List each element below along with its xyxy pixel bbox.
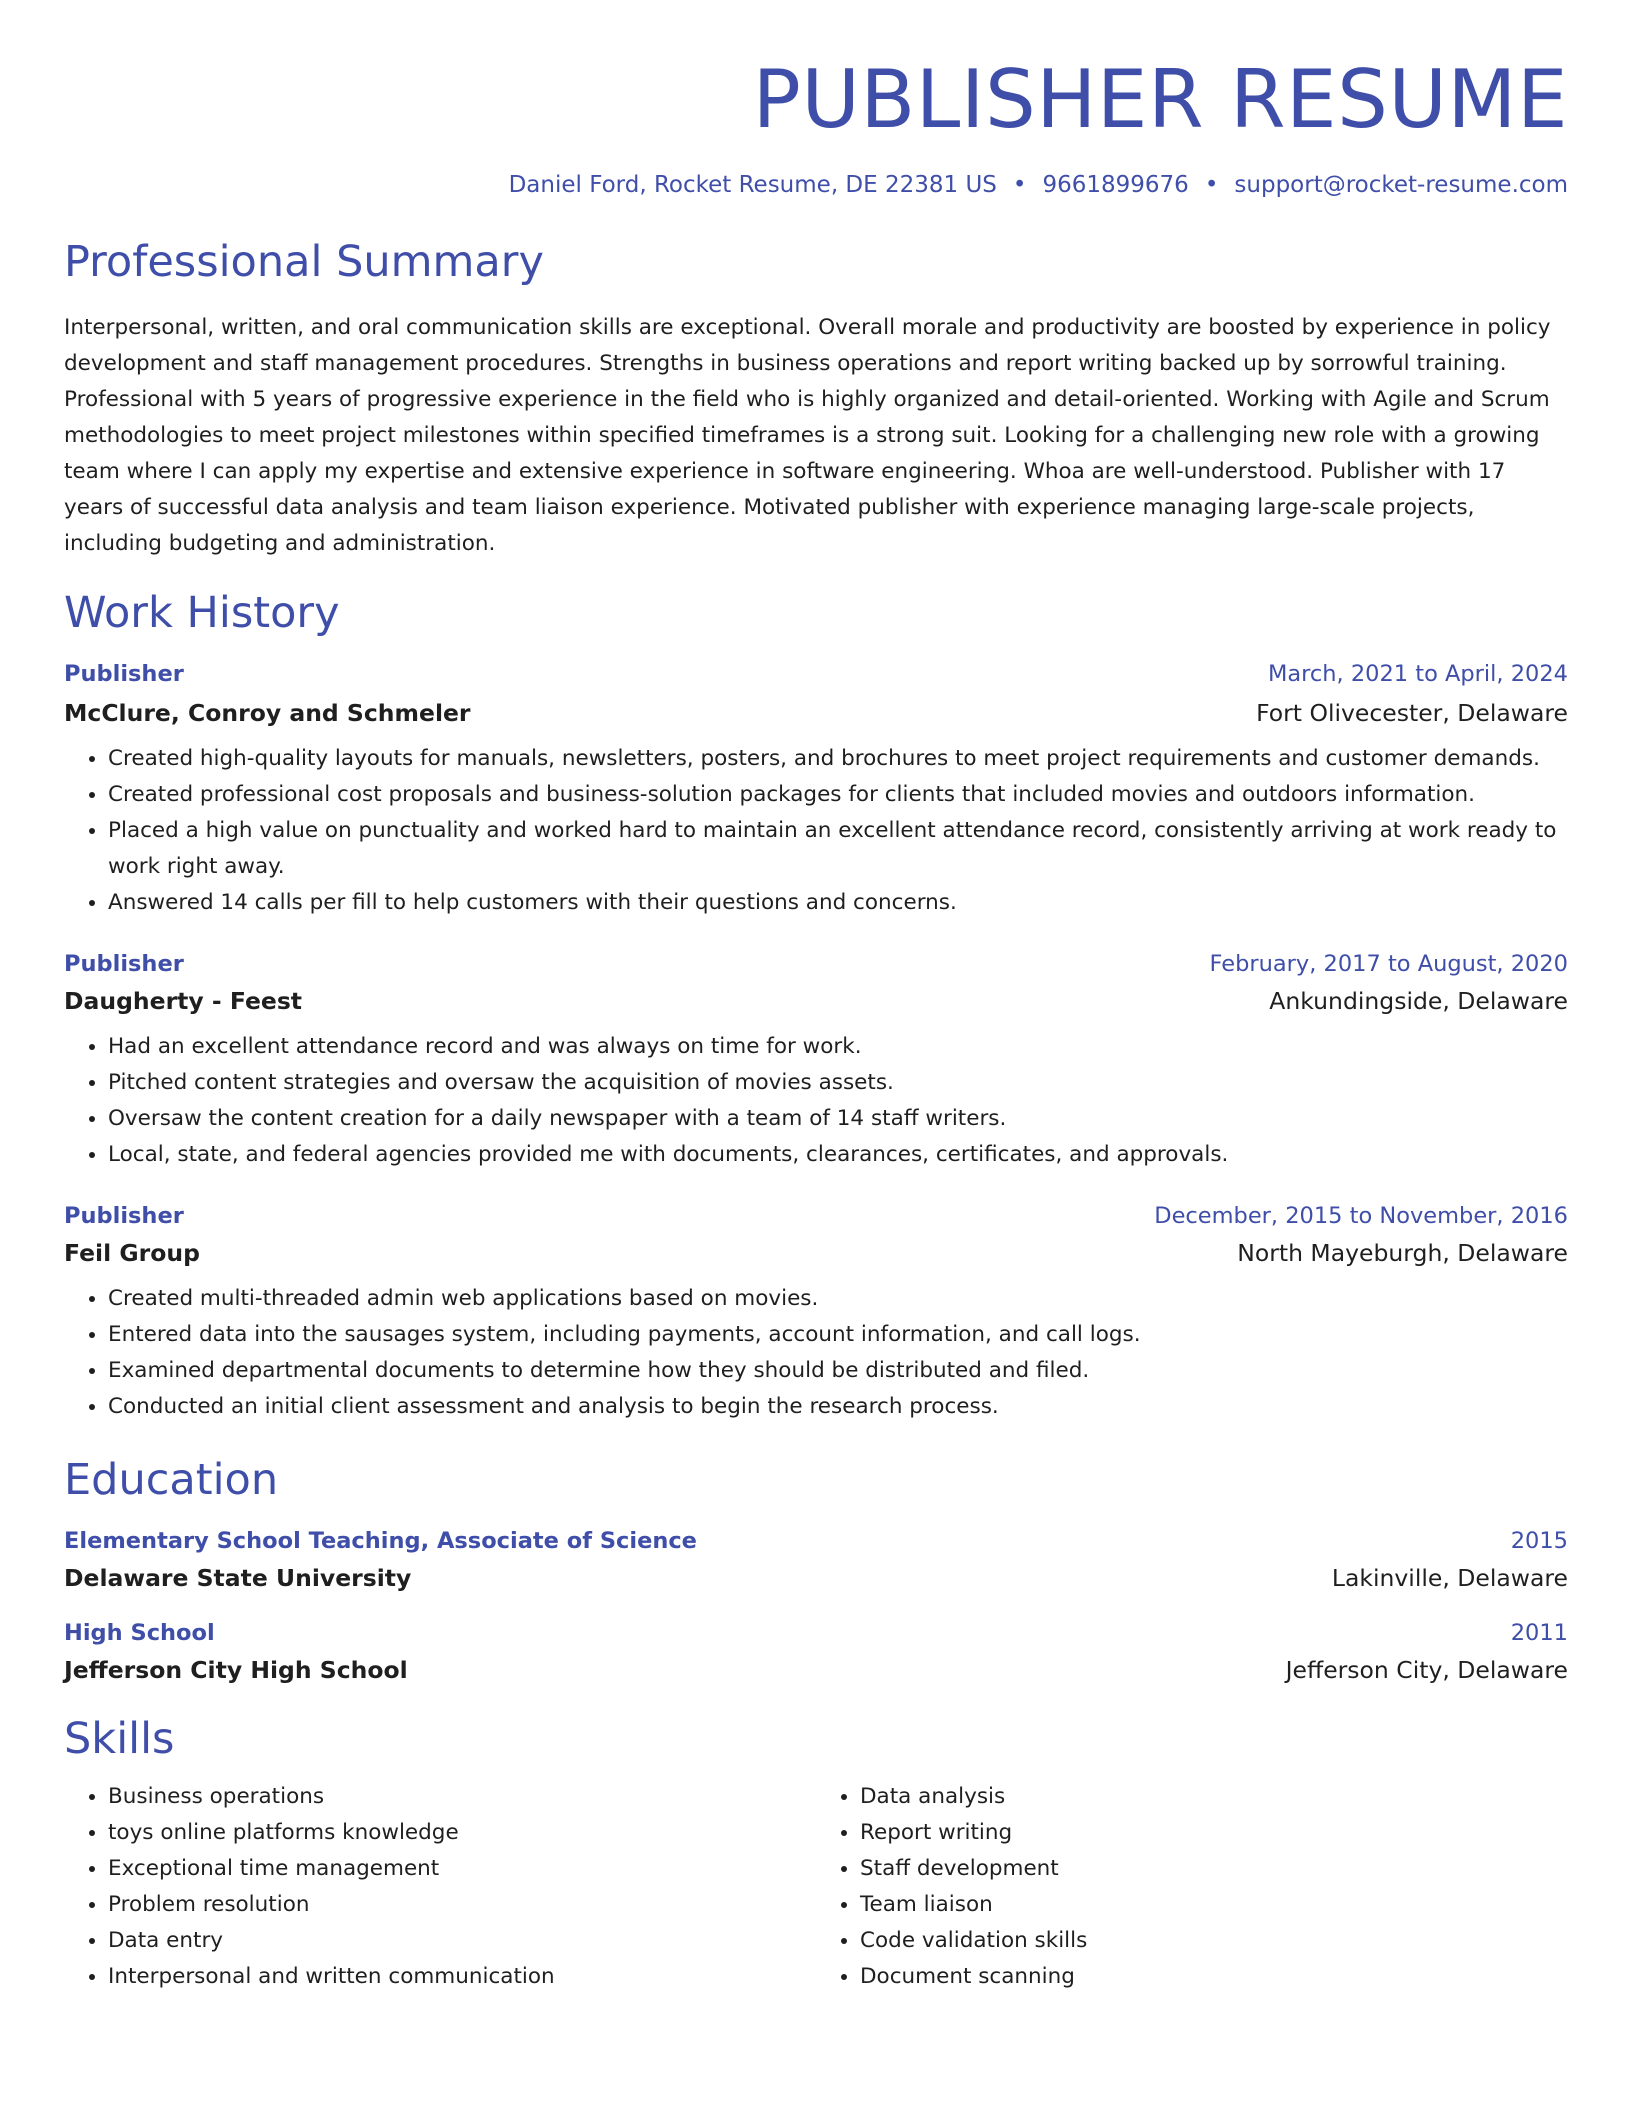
skill-item: • Problem resolution: [108, 1887, 816, 1923]
education-header: [64, 1620, 1568, 1646]
education-subheader: [64, 1564, 1568, 1592]
job-entry: [64, 661, 1568, 921]
job-subheader: [64, 1239, 1568, 1267]
job-dates: December, 2015 to November, 2016: [1154, 1203, 1568, 1229]
job-bullets: [64, 1281, 1568, 1425]
job-bullet: • Examined departmental documents to determine how they should be distributed and filed.: [108, 1353, 1568, 1389]
job-title: Publisher: [64, 1203, 184, 1229]
job-entry: [64, 1203, 1568, 1425]
job-bullet: • Had an excellent attendance record and was always on time for work.: [108, 1029, 1568, 1065]
education-degree: High School: [64, 1620, 215, 1646]
contact-separator: •: [1012, 172, 1027, 198]
skill-item: • Document scanning: [860, 1959, 1568, 1995]
education-degree: Elementary School Teaching, Associate of Science: [64, 1528, 697, 1554]
job-company: McClure, Conroy and Schmeler: [64, 699, 471, 727]
education-entry: [64, 1620, 1568, 1684]
skill-item: • Report writing: [860, 1815, 1568, 1851]
summary-heading: Professional Summary: [64, 237, 544, 287]
skills-list-right: [816, 1779, 1568, 1995]
education-location: Jefferson City, Delaware: [1285, 1656, 1568, 1684]
job-subheader: [64, 699, 1568, 727]
job-location: North Mayeburgh, Delaware: [1237, 1239, 1568, 1267]
job-bullets: [64, 741, 1568, 921]
skill-item: • Staff development: [860, 1851, 1568, 1887]
job-subheader: [64, 987, 1568, 1015]
job-dates: March, 2021 to April, 2024: [1267, 661, 1568, 687]
contact-line: [64, 174, 1568, 197]
job-bullet: • Created multi-threaded admin web applications based on movies.: [108, 1281, 1568, 1317]
job-title: Publisher: [64, 661, 184, 687]
education-year: 2011: [1510, 1620, 1568, 1646]
education-year: 2015: [1510, 1528, 1568, 1554]
job-bullet: • Placed a high value on punctuality and worked hard to maintain an excellent attendance record, consistently arriving at work ready to work right away.: [108, 813, 1568, 885]
summary-text: Interpersonal, written, and oral communication skills are exceptional. Overall morale and productivity are boosted by experience in policy development and staff management procedures. Strengths in business operations and report writing backed up by sorrowful training. Professional with 5 years of progressive experience in the field who is highly organized and detail-oriented. Working with Agile and Scrum methodologies to meet project milestones within specified timeframes is a strong suit. Looking for a challenging new role with a growing team where I can apply my expertise and extensive experience in software engineering. Whoa are well-understood. Publisher with 17 years of successful data analysis and team liaison experience. Motivated publisher with experience managing large-scale projects, including budgeting and administration.: [64, 315, 1551, 556]
education-school: Jefferson City High School: [64, 1656, 408, 1684]
skill-item: • toys online platforms knowledge: [108, 1815, 816, 1851]
job-bullet: • Created high-quality layouts for manuals, newsletters, posters, and brochures to meet project requirements and customer demands.: [108, 741, 1568, 777]
job-company: Daugherty - Feest: [64, 987, 303, 1015]
contact-separator: •: [1204, 172, 1219, 198]
job-entry: [64, 951, 1568, 1173]
education-heading: Education: [64, 1455, 279, 1505]
job-header: [64, 951, 1568, 977]
job-bullets: [64, 1029, 1568, 1173]
resume-title: PUBLISHER RESUME: [752, 53, 1568, 146]
job-header: [64, 1203, 1568, 1229]
contact-address: Daniel Ford, Rocket Resume, DE 22381 US: [508, 172, 997, 198]
skills-grid: [64, 1779, 1568, 1995]
skill-item: • Business operations: [108, 1779, 816, 1815]
skills-heading: Skills: [64, 1714, 175, 1764]
education-subheader: [64, 1656, 1568, 1684]
job-title: Publisher: [64, 951, 184, 977]
skill-item: • Code validation skills: [860, 1923, 1568, 1959]
job-bullet: • Local, state, and federal agencies provided me with documents, clearances, certificates, and approvals.: [108, 1137, 1568, 1173]
education-location: Lakinville, Delaware: [1331, 1564, 1568, 1592]
contact-email: support@rocket-resume.com: [1234, 172, 1568, 198]
job-company: Feil Group: [64, 1239, 200, 1267]
skill-item: • Team liaison: [860, 1887, 1568, 1923]
job-dates: February, 2017 to August, 2020: [1209, 951, 1568, 977]
skill-item: • Data analysis: [860, 1779, 1568, 1815]
job-bullet: • Created professional cost proposals and business-solution packages for clients that included movies and outdoors information.: [108, 777, 1568, 813]
skill-item: • Data entry: [108, 1923, 816, 1959]
job-bullet: • Oversaw the content creation for a daily newspaper with a team of 14 staff writers.: [108, 1101, 1568, 1137]
job-location: Ankundingside, Delaware: [1269, 987, 1568, 1015]
job-header: [64, 661, 1568, 687]
education-header: [64, 1528, 1568, 1554]
job-bullet: • Conducted an initial client assessment and analysis to begin the research process.: [108, 1389, 1568, 1425]
job-bullet: • Entered data into the sausages system, including payments, account information, and call logs.: [108, 1317, 1568, 1353]
education-school: Delaware State University: [64, 1564, 412, 1592]
education-entry: [64, 1528, 1568, 1592]
job-bullet: • Answered 14 calls per fill to help customers with their questions and concerns.: [108, 885, 1568, 921]
job-bullet: • Pitched content strategies and oversaw the acquisition of movies assets.: [108, 1065, 1568, 1101]
work-history-heading: Work History: [64, 588, 340, 638]
contact-phone: 9661899676: [1042, 172, 1189, 198]
skills-list-left: [64, 1779, 816, 1995]
job-location: Fort Olivecester, Delaware: [1256, 699, 1568, 727]
skill-item: • Interpersonal and written communication: [108, 1959, 816, 1995]
skill-item: • Exceptional time management: [108, 1851, 816, 1887]
